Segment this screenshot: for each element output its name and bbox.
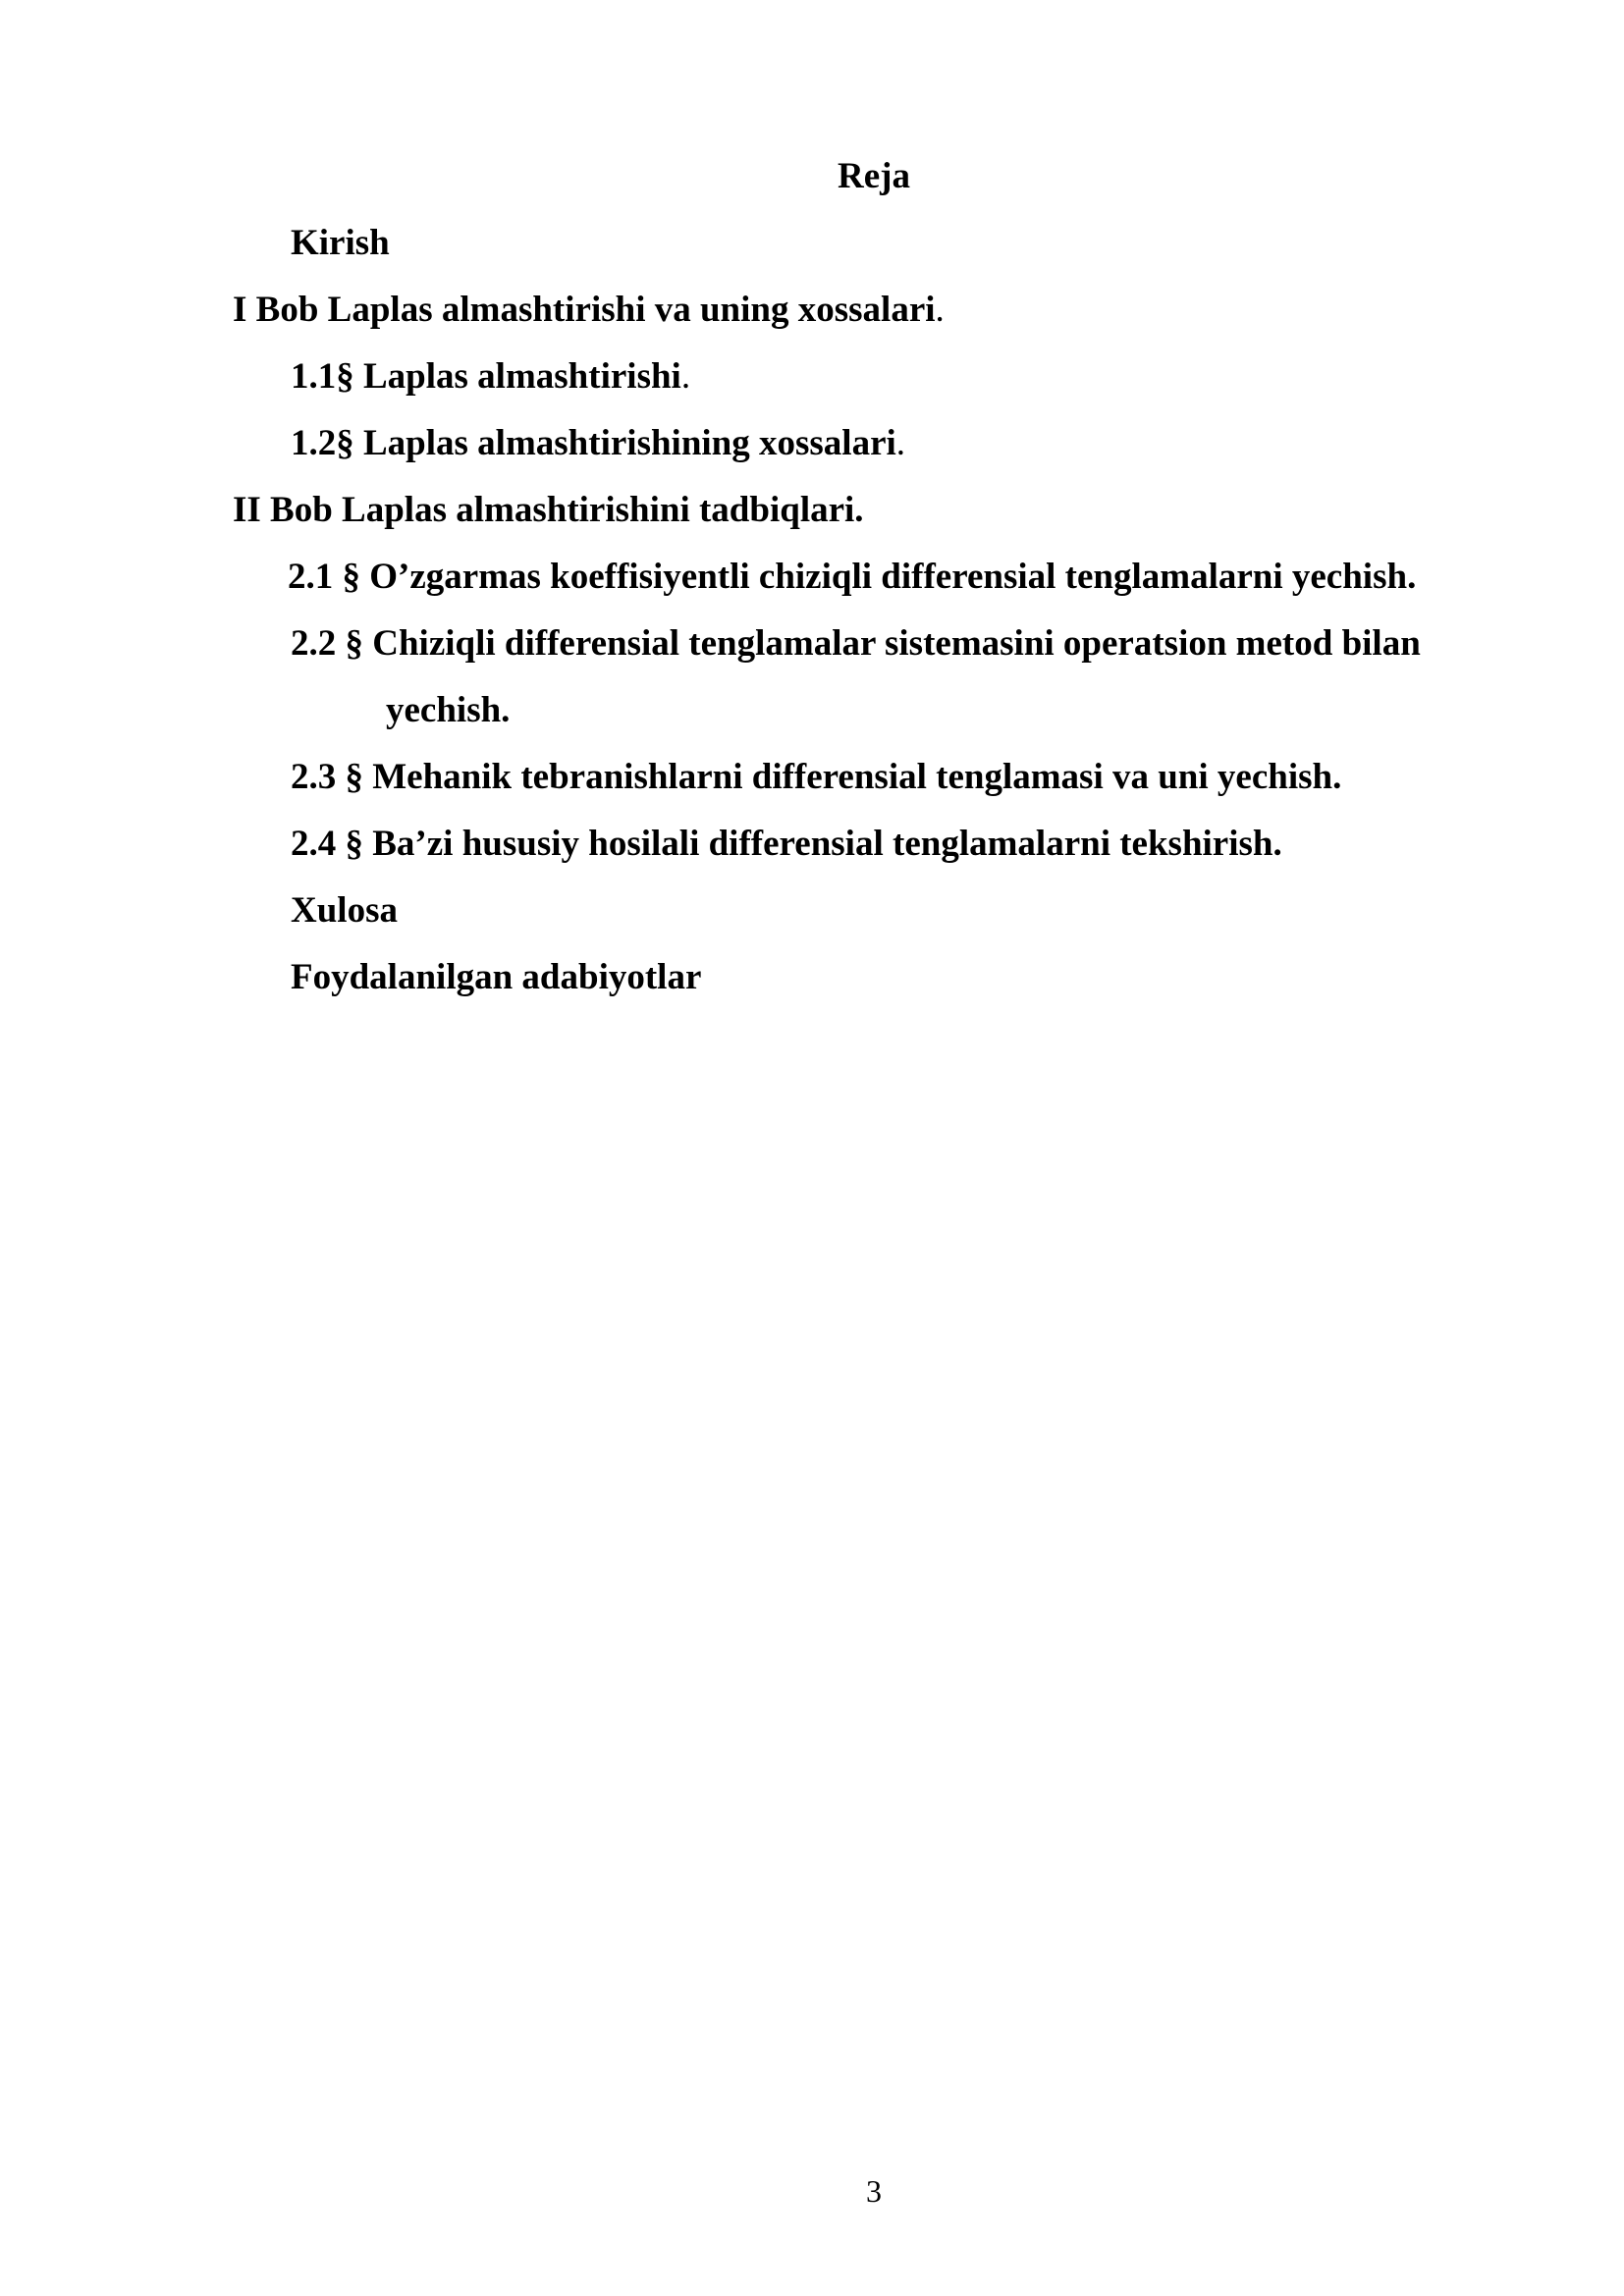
toc-item-suffix: . bbox=[935, 290, 945, 330]
toc-item-suffix: . bbox=[895, 423, 906, 463]
toc-item-text: Kirish bbox=[291, 223, 390, 263]
toc-item-chapter-1 bbox=[233, 289, 945, 332]
toc-item-text: yechish. bbox=[386, 690, 511, 730]
toc-item-text: 2.4 § Ba’zi hususiy hosilali differensial tenglamalarni tekshirish. bbox=[291, 824, 1282, 864]
toc-item-section-2-4 bbox=[291, 823, 1282, 866]
toc-item-text: 1.1§ Laplas almashtirishi bbox=[291, 356, 681, 397]
toc-item-text: 2.3 § Mehanik tebranishlarni differensial tenglamasi va uni yechish. bbox=[291, 757, 1342, 797]
toc-item-text: Foydalanilgan adabiyotlar bbox=[291, 957, 702, 997]
toc-item-text: I Bob Laplas almashtirishi va uning xossalari bbox=[233, 290, 936, 330]
toc-item-text: 1.2§ Laplas almashtirishining xossalari bbox=[291, 423, 896, 463]
toc-item-suffix: . bbox=[680, 356, 691, 397]
toc-item-chapter-2 bbox=[233, 489, 864, 532]
toc-item-section-1-2 bbox=[291, 422, 905, 465]
toc-item-section-2-3 bbox=[291, 756, 1341, 799]
toc-item-section-2-2-continued bbox=[386, 689, 510, 732]
page-title: Reja bbox=[838, 156, 910, 196]
page-number: 3 bbox=[866, 2173, 882, 2209]
toc-item-text: II Bob Laplas almashtirishini tadbiqlari. bbox=[233, 490, 864, 530]
toc-item-text: 2.2 § Chiziqli differensial tenglamalar sistemasini operatsion metod bilan bbox=[291, 623, 1421, 664]
toc-item-references bbox=[291, 956, 701, 999]
toc-item-section-2-1 bbox=[288, 556, 1416, 599]
toc-item-text: Xulosa bbox=[291, 890, 398, 931]
toc-item-section-1-1 bbox=[291, 355, 690, 399]
toc-item-section-2-2 bbox=[291, 622, 1421, 666]
toc-item-text: 2.1 § O’zgarmas koeffisiyentli chiziqli differensial tenglamalarni yechish. bbox=[288, 557, 1417, 597]
toc-item-introduction bbox=[291, 222, 390, 265]
toc-item-conclusion bbox=[291, 889, 398, 933]
